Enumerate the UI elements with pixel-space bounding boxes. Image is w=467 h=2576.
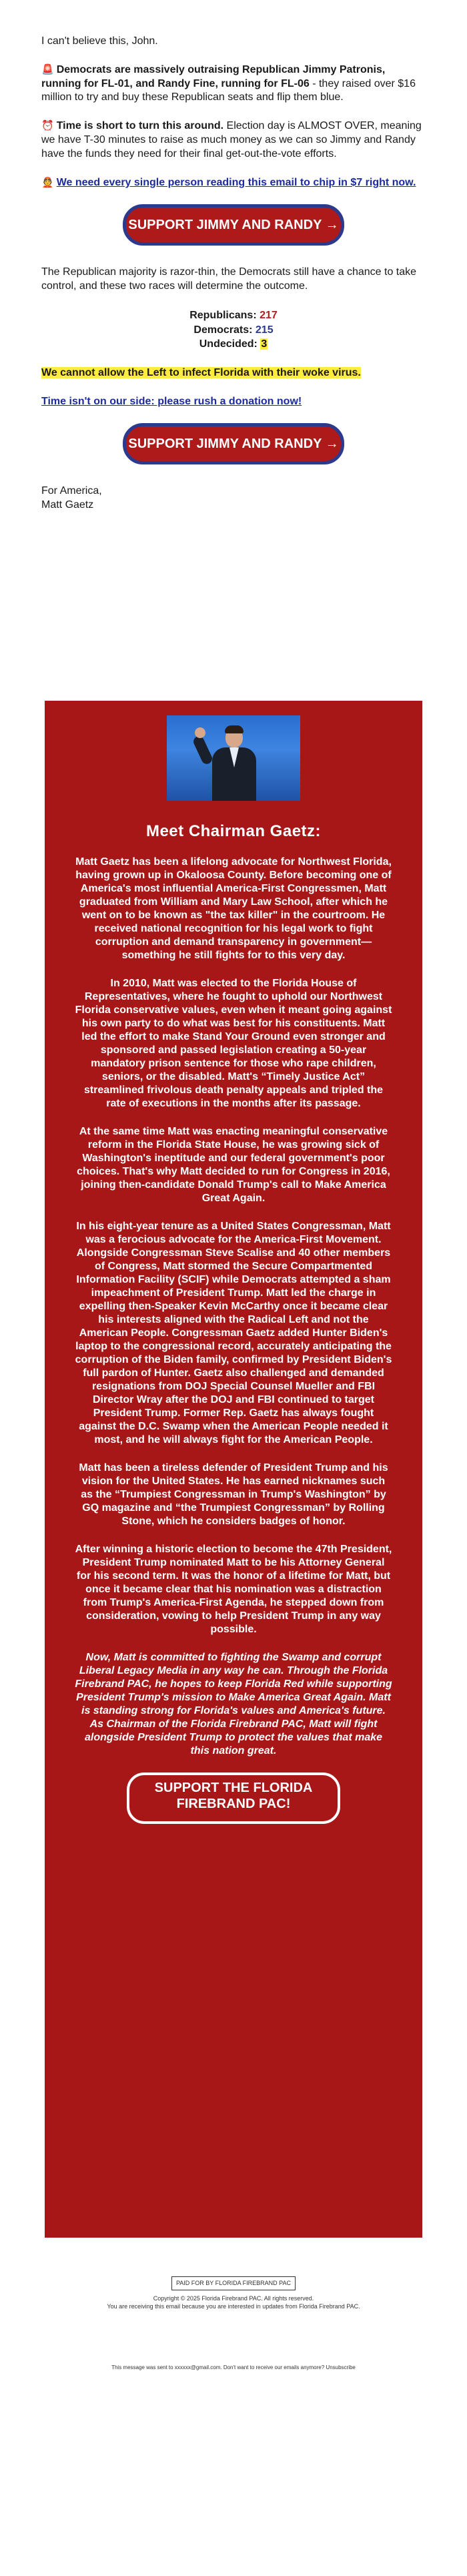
panel-title: Meet Chairman Gaetz: — [145, 822, 322, 840]
bio-paragraph-2: In 2010, Matt was elected to the Florida House of Representatives, where he fought to uphold our Northwest Florida conservative values, even when it meant going against his own party to do what was best for his constituents. Matt led the effort to make Stand Your Ground even stronger and sponsored and passed legislation creating a 50-year mandatory prison sentence for those who rape children, seniors, or the disabled. Matt's “Timely Justice Act” streamlined frivolous death penalty appeals and tripled the rate of executions in the months after its passage. — [75, 977, 392, 1109]
email-body — [0, 0, 467, 513]
bio-paragraph-7: Now, Matt is committed to fighting the Swamp and corrupt Liberal Legacy Media in any way he can. Through the Florida Firebrand PAC, he hopes to keep Florida Red while supporting President Trump's mission to Make America Great Again. Matt is standing strong for Florida's values and America's future. As Chairman of the Florida Firebrand PAC, Matt will fight alongside President Trump to protect the values that make this nation great. — [75, 1651, 392, 1756]
bio-paragraph-4: In his eight-year tenure as a United States Congressman, Matt was a ferocious advocate for the America-First Movement. Alongside Congressman Steve Scalise and 40 other members of Congress, Matt stormed the Secure Compartmented Information Facility (SCIF) while Democrats attempted a sham impeachment of President Trump. Matt led the charge in expelling then-Speaker Kevin McCarthy once it became clear his interests aligned with the Radical Left and not the American People. Congressman Gaetz added Hunter Biden's laptop to the congressional record, accurately anticipating the corruption of the Biden family, confirmed by President Biden's full pardon of Hunter. Gaetz also challenged and demanded resignations from DOJ Special Counsel Mueller and FBI Director Wray after the DOJ and FBI continued to target President Trump. Former Rep. Gaetz has always fought against the D.C. Swamp when the American People needed it most, and he will always fight for the American People. — [75, 1220, 392, 1445]
receiving-text: You are receiving this email because you are interested in updates from Florida Firebrand PAC. — [107, 2303, 360, 2310]
chairman-photo — [167, 715, 300, 801]
tally-republicans: Republicans: 217 — [189, 309, 278, 321]
cta-container-2 — [41, 423, 426, 464]
donate-paragraph — [41, 395, 426, 409]
paragraph-time-text: Election day is ALMOST OVER, meaning we have T-30 minutes to raise as much money as we can so Jimmy and Randy have the funds they need for their final get-out-the-vote efforts. — [41, 120, 422, 159]
seat-tally — [41, 308, 426, 352]
greeting: I can't believe this, John. — [41, 35, 158, 47]
signoff — [41, 485, 426, 513]
signoff-name: Matt Gaetz — [41, 499, 94, 511]
signoff-line-1: For America, — [41, 485, 102, 497]
undecided-count: 3 — [261, 338, 268, 350]
highlight-paragraph — [41, 366, 426, 380]
chairman-panel — [45, 701, 422, 2238]
siren-icon: 🚨 — [41, 63, 54, 75]
bio-paragraph-3: At the same time Matt was enacting meaningful conservative reform in the Florida State House, he was growing sick of Washington's ineptitude and our federal government's poor choices. That's why Matt decided to run for Congress in 2016, joining then-candidate Donald Trump's call to Make America Great Again. — [77, 1125, 390, 1204]
republicans-count: 217 — [260, 309, 278, 321]
paragraph-fundraising — [41, 63, 426, 105]
tally-undecided: Undecided: 3 — [199, 338, 268, 350]
paragraph-fundraising-text: - they raised over $16 million to try and buy these Republican seats and flip them blue. — [41, 77, 416, 103]
paragraph-time-bold: Time is short to turn this around. — [56, 120, 224, 132]
paragraph-majority: The Republican majority is razor-thin, the Democrats still have a chance to take control, and these two races will determine the outcome. — [41, 266, 417, 292]
paragraph-time — [41, 119, 426, 161]
paragraph-fundraising-bold: Democrats are massively outraising Republican Jimmy Patronis, running for FL-01, and Randy Fine, running for FL-06 — [41, 63, 386, 89]
paragraph-chip-in — [41, 176, 426, 190]
bio-paragraph-6: After winning a historic election to become the 47th President, President Trump nominated Matt to be his Attorney General for his second term. It was the honor of a lifetime for Matt, but once it became clear that his nomination was a distraction from Trump's America-First Agenda, he stepped down from consideration, vowing to help President Trump in any way possible. — [75, 1543, 392, 1635]
bio-paragraph-1: Matt Gaetz has been a lifelong advocate for Northwest Florida, having grown up in Okaloosa County. Before becoming one of America's most influential America-First Congressmen, Matt graduated from William and Mary Law School, after which he went on to be known as "the tax killer" in the courtroom. He received national recognition for his legal work to fight corruption and demand transparency in government—something he still fights for to this very day. — [75, 856, 392, 961]
highlight-text: We cannot allow the Left to infect Florida with their woke virus. — [41, 366, 361, 378]
democrats-count: 215 — [255, 324, 274, 336]
tally-democrats: Democrats: 215 — [193, 324, 274, 336]
chip-in-link[interactable]: We need every single person reading this email to chip in $7 right now. — [56, 176, 416, 188]
cta-container — [41, 204, 426, 246]
support-firebrand-pac-button[interactable]: SUPPORT THE FLORIDA FIREBRAND PAC! — [127, 1773, 340, 1824]
support-jimmy-randy-button-2[interactable]: SUPPORT JIMMY AND RANDY → — [123, 423, 344, 464]
unsubscribe-line[interactable]: This message was sent to xxxxxx@gmail.com. Don't want to receive our emails anymore? Unsubscribe — [111, 2364, 356, 2370]
support-jimmy-randy-button[interactable]: SUPPORT JIMMY AND RANDY → — [123, 204, 344, 246]
paid-for-badge: PAID FOR BY FLORIDA FIREBRAND PAC — [171, 2276, 296, 2290]
person-icon: 👲 — [41, 176, 54, 188]
rush-donation-link[interactable]: Time isn't on our side: please rush a donation now! — [41, 395, 302, 407]
copyright-text: Copyright © 2025 Florida Firebrand PAC. All rights reserved. — [153, 2294, 314, 2302]
alarm-clock-icon: ⏰ — [41, 119, 54, 132]
bio-paragraph-5: Matt has been a tireless defender of President Trump and his vision for the United States. He has earned nicknames such as the “Trumpiest Congressman in Trump's Washington” by GQ magazine and “the Trumpiest Congressman” by Rolling Stone, which he considers badges of honor. — [79, 1462, 388, 1527]
footer — [0, 2276, 467, 2311]
